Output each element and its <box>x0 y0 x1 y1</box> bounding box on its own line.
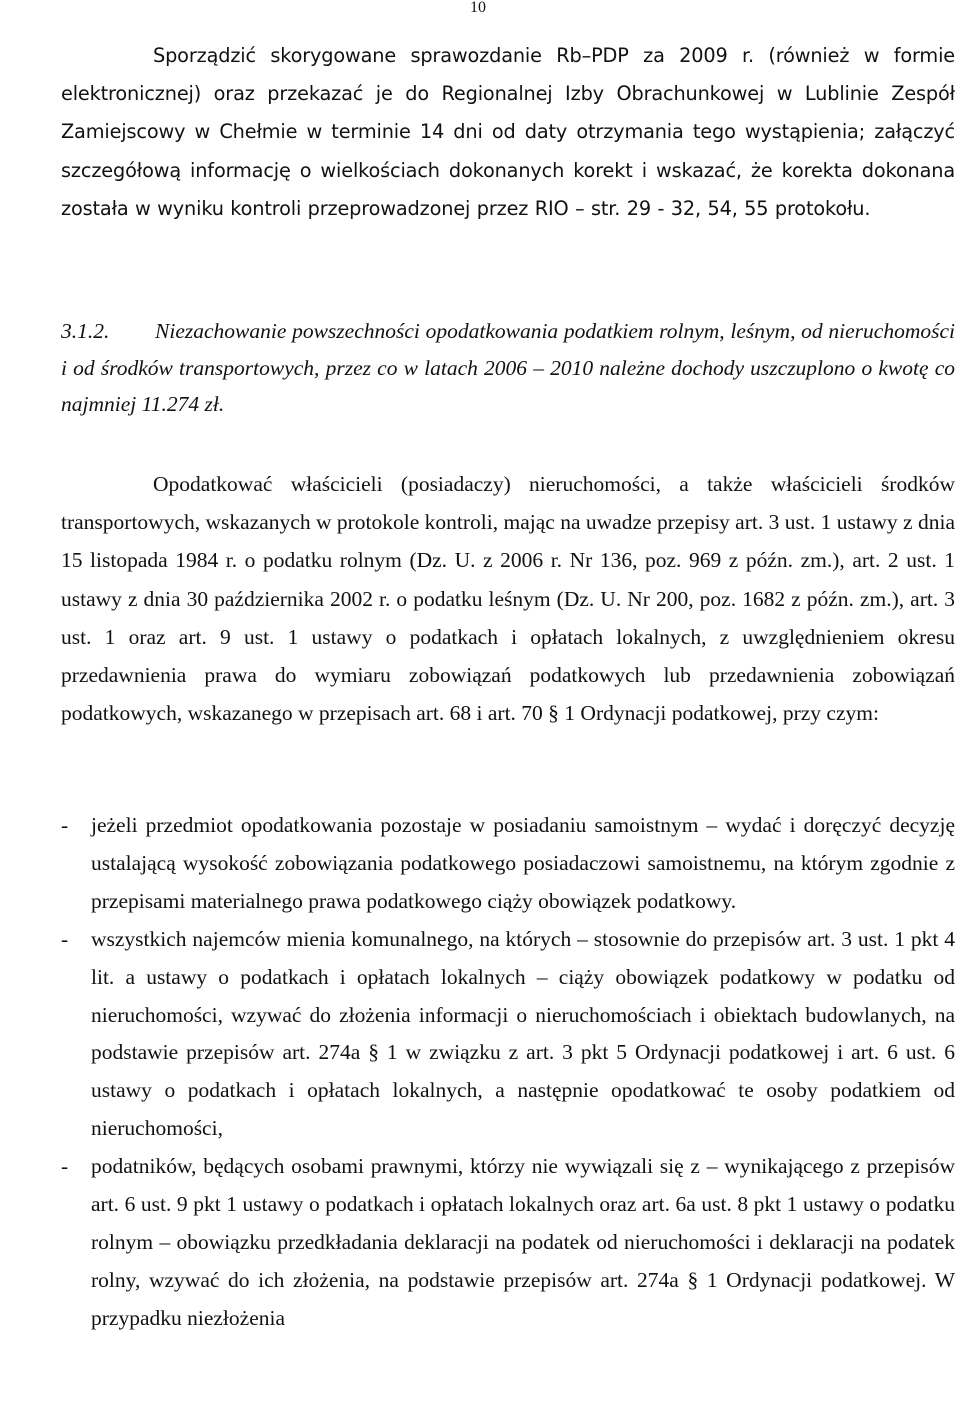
finding-paragraph <box>61 313 955 423</box>
section-number: 3.1.2. <box>61 319 110 343</box>
tax-recommendation-text: Opodatkować właścicieli (posiadaczy) nieruchomości, a także właścicieli środków transportowych, wskazanych w protokole kontroli, mając na uwadze przepisy art. 3 ust. 1 ustawy z dnia 15 listopada 1984 r. o podatku rolnym (Dz. U. z 2006 r. Nr 136, poz. 969 z późn. zm.), art. 2 ust. 1 ustawy z dnia 30 października 2002 r. o podatku leśnym (Dz. U. Nr 200, poz. 1682 z późn. zm.), art. 3 ust. 1 oraz art. 9 ust. 1 ustawy o podatkach i opłatach lokalnych, z uwzględnieniem okresu przedawnienia prawa do wymiaru zobowiązań podatkowych lub przedawnienia zobowiązań podatkowych, wskazanego w przepisach art. 68 i art. 70 § 1 Ordynacji podatkowej, przy czym: <box>61 472 955 726</box>
list-item <box>61 921 955 1148</box>
recommendation-list <box>61 807 955 1338</box>
list-item-text: wszystkich najemców mienia komunalnego, na których – stosownie do przepisów art. 3 ust. 1 pkt 4 lit. a ustawy o podatkach i opłatach lokalnych – ciąży obowiązek podatkowy w podatku od nieruchomości, wzywać do złożenia informacji o nieruchomościach i obiektach budowlanych, na podstawie przepisów art. 274a § 1 w związku z art. 3 pkt 5 Ordynacji podatkowej i art. 6 ust. 6 ustawy o podatkach i opłatach lokalnych, a następnie opodatkować te osoby podatkiem od nieruchomości, <box>91 926 955 1141</box>
page-number: 10 <box>470 0 486 16</box>
list-marker: - <box>61 926 69 951</box>
tax-recommendation-paragraph <box>61 465 955 732</box>
list-marker: - <box>61 813 69 837</box>
list-item <box>61 807 955 921</box>
list-marker: - <box>61 1154 69 1179</box>
list-item-text: jeżeli przedmiot opodatkowania pozostaje w posiadaniu samoistnym – wydać i doręczyć decyzję ustalającą wysokość zobowiązania podatkowego posiadaczowi samoistnemu, na którym zgodnie z przepisami materialnego prawa podatkowego ciąży obowiązek podatkowy. <box>91 813 955 913</box>
list-item <box>61 1148 955 1338</box>
list-item-text: podatników, będących osobami prawnymi, którzy nie wywiązali się z – wynikającego z przepisów art. 6 ust. 9 pkt 1 ustawy o podatkach i opłatach lokalnych oraz art. 6a ust. 8 pkt 1 ustawy o podatku rolnym – obowiązku przedkładania deklaracji na podatek od nieruchomości i deklaracji na podatek rolny, wzywać do ich złożenia, na podstawie przepisów art. 274a § 1 Ordynacji podatkowej. W przypadku niezłożenia <box>91 1154 955 1330</box>
recommendation-paragraph <box>61 37 955 228</box>
finding-text: Niezachowanie powszechności opodatkowania podatkiem rolnym, leśnym, od nieruchomości i od środków transportowych, przez co w latach 2006 – 2010 należne dochody uszczuplono o kwotę co najmniej 11.274 zł. <box>61 319 955 416</box>
recommendation-text: Sporządzić skorygowane sprawozdanie Rb–PDP za 2009 r. (również w formie elektronicznej) oraz przekazać je do Regionalnej Izby Obrachunkowej w Lublinie Zespół Zamiejscowy w Chełmie w terminie 14 dni od daty otrzymania tego wystąpienia; załączyć szczegółową informację o wielkościach dokonanych korekt i wskazać, że korekta dokonana została w wyniku kontroli przeprowadzonej przez RIO – str. 29 - 32, 54, 55 protokołu. <box>61 44 955 220</box>
finding-section <box>61 313 955 423</box>
